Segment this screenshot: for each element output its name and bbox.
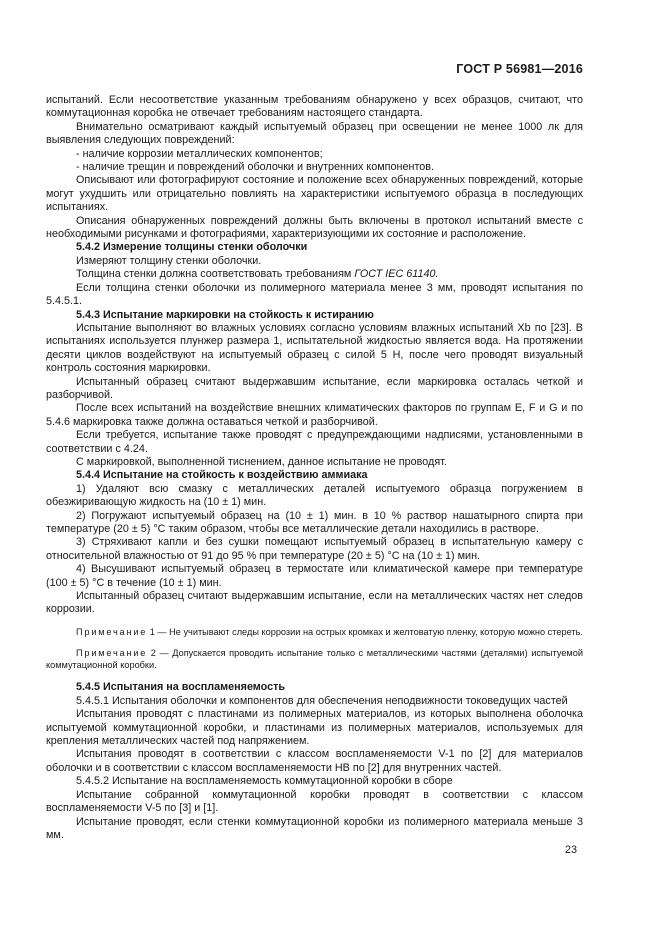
paragraph: Испытанный образец считают выдержавшим испытание, если на металлических частях нет следов коррозии.: [46, 590, 583, 616]
note-text: 1 — Не учитывают следы коррозии на острых кромках и желтоватую пленку, которую можно стереть.: [147, 626, 583, 637]
paragraph: Испытание выполняют во влажных условиях согласно условиям влажных испытаний Xb по [23]. В испытаниях используется плунжер размера 1, испытательной жидкостью является вода. На протяжении десяти циклов воздействуют на испытуемый образец с силой 5 Н, после чего проводят визуальный контроль состояния маркировки.: [46, 321, 583, 375]
list-item: 2) Погружают испытуемый образец на (10 ± 1) мин. в 10 % раствор нашатырного спирта при температуре (20 ± 5) °С таким образом, чтобы все металлические детали находились в растворе.: [46, 509, 583, 535]
paragraph: Измеряют толщину стенки оболочки.: [76, 254, 262, 267]
standard-designation: ГОСТ Р 56981—2016: [456, 62, 583, 76]
paragraph: Испытания проводят с пластинами из полимерных материалов, из которых выполнена оболочка испытуемой коммутационной коробки, и пластинами из полимерных материалов, используемых для крепления металлических частей под напряжением.: [46, 708, 583, 748]
paragraph: Если требуется, испытание также проводят с предупреждающими надписями, установленными в соответствии с 4.24.: [46, 429, 583, 455]
standard-reference: ГОСТ IEC 61140.: [354, 268, 439, 281]
paragraph: Испытание проводят, если стенки коммутационной коробки из полимерного материала меньше 3 мм.: [46, 815, 583, 841]
list-item: 4) Высушивают испытуемый образец в термостате или климатической камере при температуре (100 ± 5) °С в течение (10 ± 1) мин.: [46, 563, 583, 589]
paragraph: С маркировкой, выполненной тиснением, данное испытание не проводят.: [76, 455, 447, 468]
subsection-heading: 5.4.5.2 Испытание на воспламеняемость коммутационной коробки в сборе: [76, 775, 453, 788]
paragraph: Испытание собранной коммутационной коробки проводят в соответствии с классом воспламеняемости V-5 по [3] и [1].: [46, 788, 583, 815]
list-item: - наличие трещин и повреждений оболочки и внутренних компонентов.: [76, 161, 435, 174]
paragraph: Если толщина стенки оболочки из полимерного материала менее 3 мм, проводят испытания по 5.4.5.1.: [46, 281, 583, 308]
note: [46, 647, 583, 671]
paragraph: Внимательно осматривают каждый испытуемый образец при освещении не менее 1000 лк для выявления следующих повреждений:: [46, 120, 583, 147]
note-label: Примечание: [76, 648, 148, 659]
paragraph: Испытания проводят в соответствии с классом воспламеняемости V-1 по [2] для материалов оболочки и в соответствии с классом воспламеняемости НВ по [2] для внутренних частей.: [46, 748, 583, 774]
paragraph: [46, 268, 583, 281]
note-label: Примечание: [76, 626, 148, 637]
page-number: 23: [564, 844, 577, 856]
section-heading: 5.4.5 Испытания на воспламеняемость: [76, 681, 286, 694]
paragraph: Испытанный образец считают выдержавшим испытание, если маркировка осталась четкой и разборчивой.: [46, 375, 583, 401]
document-body: [46, 94, 583, 842]
subsection-heading: 5.4.5.1 Испытания оболочки и компонентов для обеспечения неподвижности токоведущих частей: [76, 694, 568, 707]
paragraph-text: Толщина стенки должна соответствовать требованиям: [76, 268, 355, 281]
section-heading: 5.4.3 Испытание маркировки на стойкость к истиранию: [76, 308, 374, 321]
list-item: 3) Стряхивают капли и без сушки помещают испытуемый образец в испытательную камеру с относительной влажностью от 91 до 95 % при температуре (20 ± 5) °С на (10 ± 1) мин.: [46, 536, 583, 562]
section-heading: 5.4.2 Измерение толщины стенки оболочки: [76, 241, 308, 254]
section-heading: 5.4.4 Испытание на стойкость к воздействию аммиака: [76, 469, 368, 482]
note-text: 2 — Допускается проводить испытание только с металлическими частями (деталями) испытуемой коммутационной коробки.: [46, 648, 583, 671]
list-item: 1) Удаляют всю смазку с металлических деталей испытуемого образца погружением в обезжиривающую жидкость на (10 ± 1) мин.: [46, 482, 583, 509]
paragraph: Описания обнаруженных повреждений должны быть включены в протокол испытаний вместе с необходимыми рисунками и фотографиями, характеризующими их состояние и расположение.: [46, 214, 583, 241]
paragraph: испытаний. Если несоответствие указанным требованиям обнаружено у всех образцов, считают, что коммутационная коробка не отвечает требованиям настоящего стандарта.: [46, 94, 583, 120]
paragraph: Описывают или фотографируют состояние и положение всех обнаруженных повреждений, которые могут ухудшить или отрицательно повлиять на характеристики испытуемого образца в последующих испытаниях.: [46, 174, 583, 214]
note: [46, 626, 583, 638]
paragraph: После всех испытаний на воздействие внешних климатических факторов по группам E, F и G и по 5.4.6 маркировка также должна оставаться четкой и разборчивой.: [46, 402, 583, 428]
list-item: - наличие коррозии металлических компонентов;: [76, 147, 323, 160]
